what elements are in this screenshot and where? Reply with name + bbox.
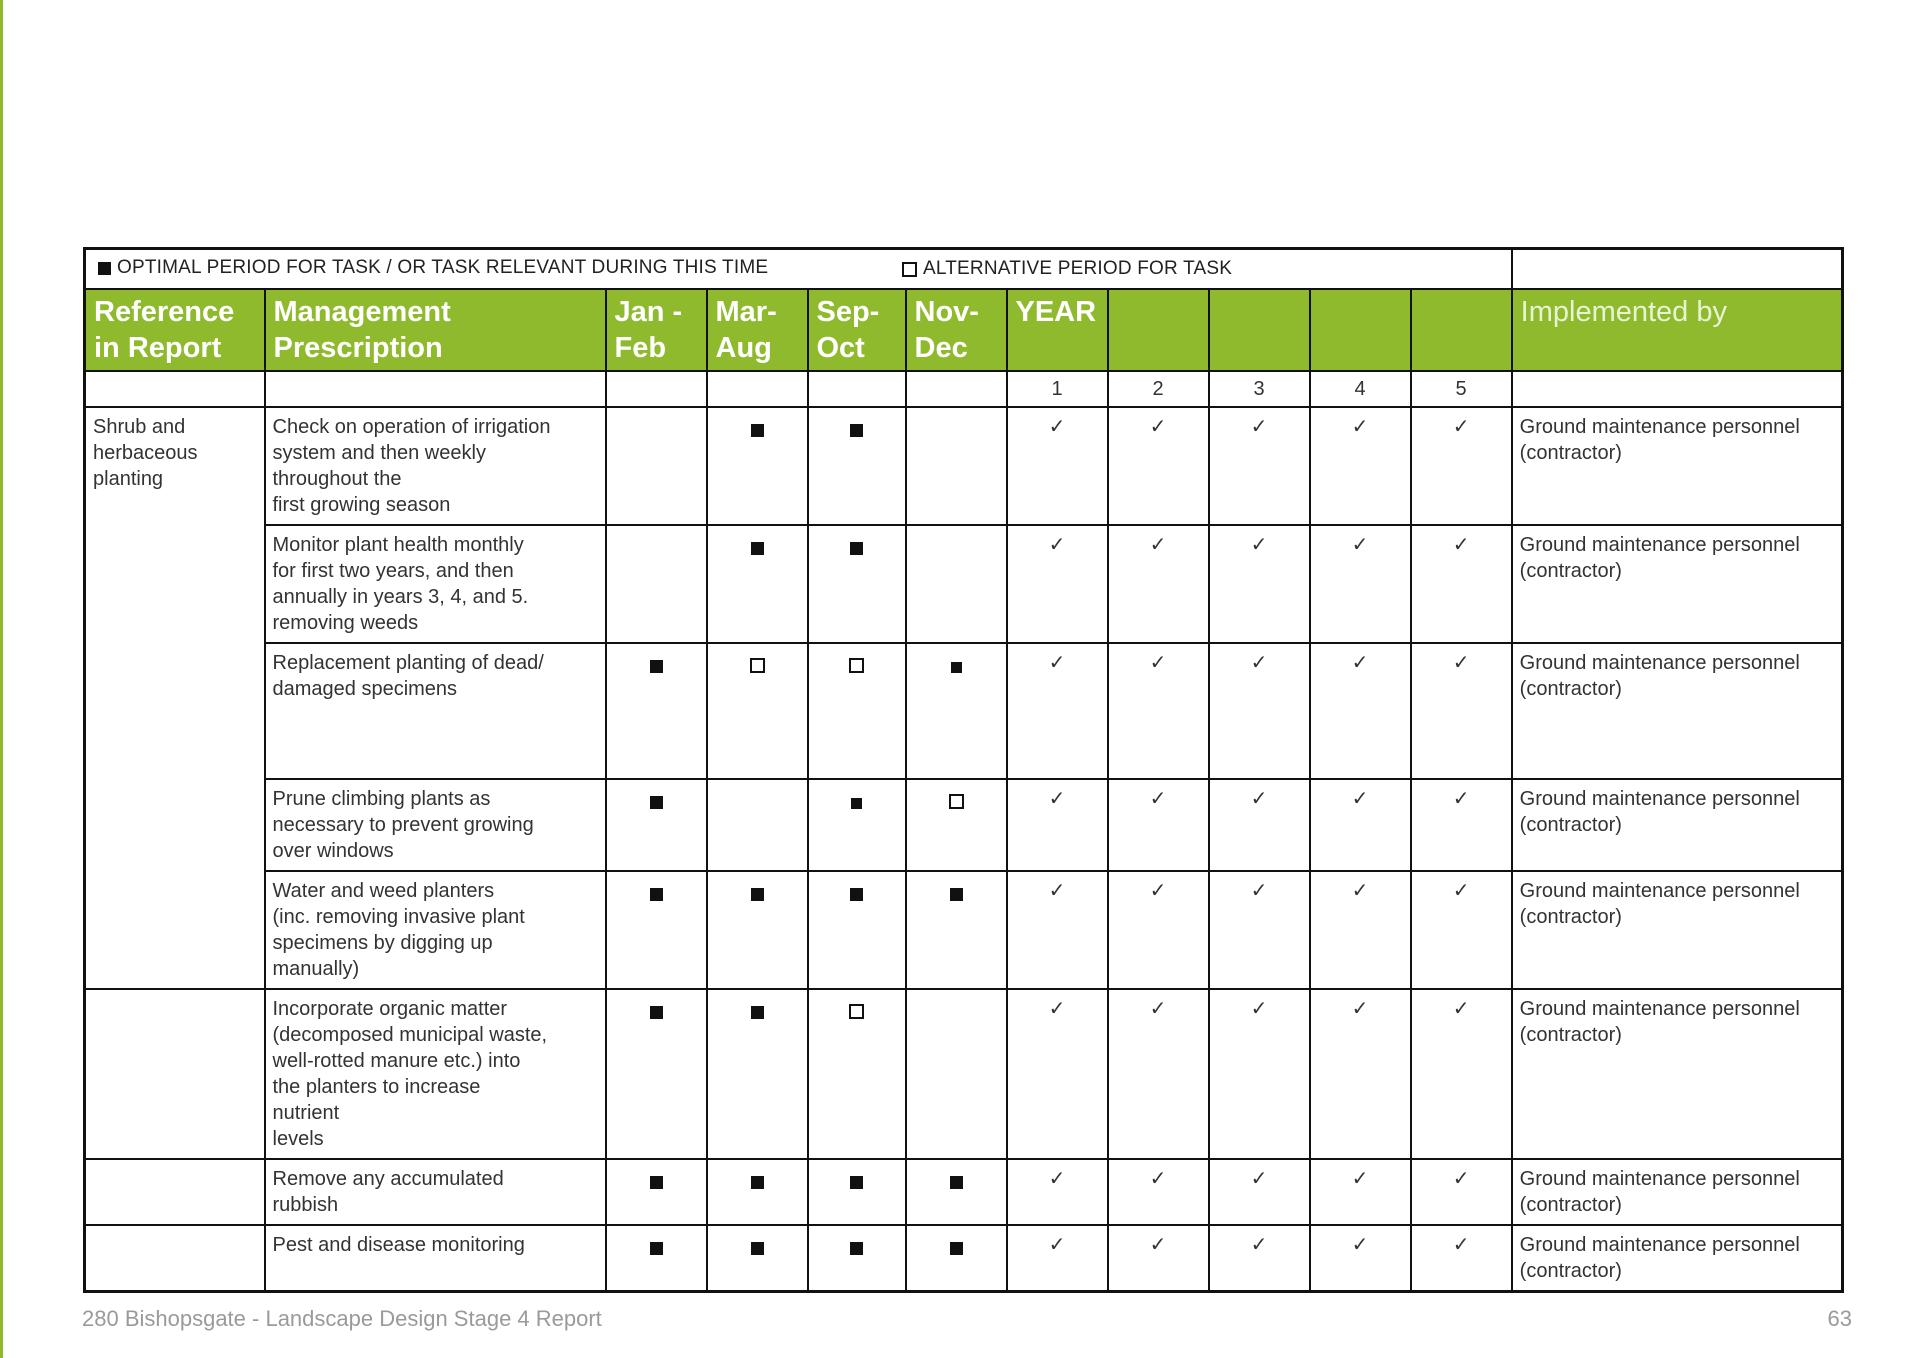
open-square-icon bbox=[849, 1004, 864, 1019]
checkmark-icon: ✓ bbox=[1351, 788, 1369, 810]
implemented-by-line: Ground maintenance personnel bbox=[1519, 880, 1800, 902]
prescription-line: manually) bbox=[272, 958, 360, 980]
period-cell bbox=[707, 407, 808, 525]
filled-square-icon bbox=[650, 796, 663, 809]
period-cell bbox=[606, 989, 707, 1159]
checkmark-icon: ✓ bbox=[1250, 416, 1268, 438]
implemented-by-cell bbox=[1512, 525, 1843, 643]
prescription-line: Water and weed planters bbox=[272, 880, 495, 902]
prescription-line: system and then weekly bbox=[272, 442, 486, 464]
checkmark-icon: ✓ bbox=[1250, 880, 1268, 902]
period-cell bbox=[707, 525, 808, 643]
year-number: 1 bbox=[1007, 371, 1108, 407]
reference-cell bbox=[85, 1159, 265, 1225]
year-check-cell bbox=[1108, 525, 1209, 643]
year-check-cell bbox=[1411, 1225, 1512, 1292]
period-cell bbox=[606, 1225, 707, 1292]
checkmark-icon: ✓ bbox=[1452, 534, 1470, 556]
header-jan-feb-line1: Jan - bbox=[614, 296, 683, 328]
year-check-cell bbox=[1310, 407, 1411, 525]
implemented-by-line: Ground maintenance personnel bbox=[1519, 788, 1800, 810]
implemented-by-line: (contractor) bbox=[1519, 442, 1622, 464]
header-sep-oct bbox=[808, 289, 906, 371]
period-cell bbox=[707, 871, 808, 989]
year-check-cell bbox=[1007, 779, 1108, 871]
implemented-by-line: Ground maintenance personnel bbox=[1519, 1168, 1800, 1190]
checkmark-icon: ✓ bbox=[1351, 1168, 1369, 1190]
year-check-cell bbox=[1310, 525, 1411, 643]
filled-square-icon bbox=[850, 888, 863, 901]
year-number: 2 bbox=[1108, 371, 1209, 407]
period-cell bbox=[808, 525, 906, 643]
checkmark-icon: ✓ bbox=[1250, 788, 1268, 810]
open-square-icon bbox=[750, 658, 765, 673]
prescription-line: damaged specimens bbox=[272, 678, 458, 700]
legend-cell bbox=[85, 249, 1512, 290]
header-reference-line1: Reference bbox=[94, 296, 235, 328]
implemented-by-line: Ground maintenance personnel bbox=[1519, 998, 1800, 1020]
checkmark-icon: ✓ bbox=[1048, 652, 1066, 674]
header-reference bbox=[85, 289, 265, 371]
reference-line: Shrub and bbox=[93, 416, 186, 438]
years-blank-cell bbox=[808, 371, 906, 407]
maintenance-schedule-table bbox=[83, 247, 1844, 1293]
filled-square-icon bbox=[650, 1006, 663, 1019]
filled-square-icon bbox=[650, 660, 663, 673]
implemented-by-line: (contractor) bbox=[1519, 1194, 1622, 1216]
prescription-cell bbox=[265, 779, 606, 871]
implemented-by-line: (contractor) bbox=[1519, 1260, 1622, 1282]
header-prescription bbox=[265, 289, 606, 371]
prescription-line: nutrient bbox=[272, 1102, 340, 1124]
implemented-by-line: (contractor) bbox=[1519, 1024, 1622, 1046]
prescription-line: Replacement planting of dead/ bbox=[272, 652, 544, 674]
prescription-line: well-rotted manure etc.) into bbox=[272, 1050, 521, 1072]
checkmark-icon: ✓ bbox=[1452, 1168, 1470, 1190]
checkmark-icon: ✓ bbox=[1351, 998, 1369, 1020]
year-check-cell bbox=[1411, 779, 1512, 871]
small-filled-square-icon bbox=[851, 798, 862, 809]
year-check-cell bbox=[1108, 1225, 1209, 1292]
implemented-by-cell bbox=[1512, 1159, 1843, 1225]
legend-optimal-label: OPTIMAL PERIOD FOR TASK / OR TASK RELEVANT DURING THIS TIME bbox=[117, 257, 769, 279]
checkmark-icon: ✓ bbox=[1149, 998, 1167, 1020]
year-check-cell bbox=[1209, 1225, 1310, 1292]
checkmark-icon: ✓ bbox=[1048, 880, 1066, 902]
header-year-blank bbox=[1108, 289, 1209, 371]
period-cell bbox=[707, 643, 808, 779]
checkmark-icon: ✓ bbox=[1351, 880, 1369, 902]
filled-square-icon bbox=[650, 1176, 663, 1189]
year-check-cell bbox=[1108, 779, 1209, 871]
year-check-cell bbox=[1310, 1225, 1411, 1292]
checkmark-icon: ✓ bbox=[1250, 1168, 1268, 1190]
task-row bbox=[85, 643, 1843, 779]
year-check-cell bbox=[1108, 407, 1209, 525]
year-check-cell bbox=[1411, 643, 1512, 779]
header-nov-dec-line1: Nov- bbox=[914, 296, 979, 328]
implemented-by-cell bbox=[1512, 989, 1843, 1159]
checkmark-icon: ✓ bbox=[1048, 998, 1066, 1020]
task-row bbox=[85, 525, 1843, 643]
year-check-cell bbox=[1007, 1159, 1108, 1225]
checkmark-icon: ✓ bbox=[1351, 652, 1369, 674]
reference-cell bbox=[85, 1225, 265, 1292]
year-check-cell bbox=[1310, 779, 1411, 871]
header-prescription-line1: Management bbox=[273, 296, 451, 328]
footer-page-number: 63 bbox=[1827, 1306, 1852, 1331]
checkmark-icon: ✓ bbox=[1452, 1234, 1470, 1256]
header-sep-oct-line2: Oct bbox=[816, 332, 865, 364]
period-cell bbox=[606, 525, 707, 643]
checkmark-icon: ✓ bbox=[1048, 1234, 1066, 1256]
prescription-line: specimens by digging up bbox=[272, 932, 493, 954]
period-cell bbox=[906, 989, 1007, 1159]
header-implemented-by: Implemented by bbox=[1512, 289, 1843, 371]
legend-row bbox=[85, 249, 1843, 290]
header-prescription-line2: Prescription bbox=[273, 332, 443, 364]
filled-square-icon bbox=[850, 1176, 863, 1189]
period-cell bbox=[606, 1159, 707, 1225]
year-check-cell bbox=[1310, 989, 1411, 1159]
period-cell bbox=[707, 779, 808, 871]
period-cell bbox=[808, 407, 906, 525]
year-check-cell bbox=[1209, 779, 1310, 871]
year-check-cell bbox=[1209, 643, 1310, 779]
year-check-cell bbox=[1007, 989, 1108, 1159]
years-blank-cell bbox=[707, 371, 808, 407]
prescription-cell bbox=[265, 407, 606, 525]
year-check-cell bbox=[1209, 1159, 1310, 1225]
year-check-cell bbox=[1108, 1159, 1209, 1225]
period-cell bbox=[808, 779, 906, 871]
prescription-line: for first two years, and then bbox=[272, 560, 514, 582]
year-check-cell bbox=[1007, 871, 1108, 989]
years-blank-cell bbox=[85, 371, 265, 407]
filled-square-icon bbox=[850, 1242, 863, 1255]
header-jan-feb bbox=[606, 289, 707, 371]
year-check-cell bbox=[1411, 407, 1512, 525]
filled-square-icon bbox=[98, 262, 111, 275]
prescription-line: Prune climbing plants as bbox=[272, 788, 491, 810]
year-check-cell bbox=[1310, 1159, 1411, 1225]
filled-square-icon bbox=[751, 1242, 764, 1255]
year-number: 3 bbox=[1209, 371, 1310, 407]
prescription-line: annually in years 3, 4, and 5. bbox=[272, 586, 529, 608]
period-cell bbox=[906, 871, 1007, 989]
filled-square-icon bbox=[751, 888, 764, 901]
open-square-icon bbox=[949, 794, 964, 809]
implemented-by-cell bbox=[1512, 871, 1843, 989]
checkmark-icon: ✓ bbox=[1149, 652, 1167, 674]
prescription-cell bbox=[265, 989, 606, 1159]
header-year-blank bbox=[1310, 289, 1411, 371]
checkmark-icon: ✓ bbox=[1048, 416, 1066, 438]
header-year-blank bbox=[1209, 289, 1310, 371]
year-check-cell bbox=[1007, 643, 1108, 779]
header-mar-aug-line2: Aug bbox=[715, 332, 772, 364]
prescription-line: Incorporate organic matter bbox=[272, 998, 508, 1020]
period-cell bbox=[906, 525, 1007, 643]
period-cell bbox=[707, 1225, 808, 1292]
period-cell bbox=[606, 871, 707, 989]
prescription-line: first growing season bbox=[272, 494, 451, 516]
header-mar-aug-line1: Mar- bbox=[715, 296, 777, 328]
year-check-cell bbox=[1108, 643, 1209, 779]
implemented-by-line: (contractor) bbox=[1519, 814, 1622, 836]
prescription-line: throughout the bbox=[272, 468, 402, 490]
period-cell bbox=[808, 871, 906, 989]
task-row bbox=[85, 1225, 1843, 1292]
prescription-cell bbox=[265, 643, 606, 779]
prescription-cell bbox=[265, 525, 606, 643]
year-check-cell bbox=[1209, 989, 1310, 1159]
period-cell bbox=[808, 1159, 906, 1225]
implemented-by-cell bbox=[1512, 779, 1843, 871]
legend-optimal bbox=[98, 257, 768, 279]
period-cell bbox=[906, 407, 1007, 525]
period-cell bbox=[808, 643, 906, 779]
task-row bbox=[85, 779, 1843, 871]
task-row bbox=[85, 871, 1843, 989]
prescription-line: levels bbox=[272, 1128, 324, 1150]
year-check-cell bbox=[1209, 871, 1310, 989]
checkmark-icon: ✓ bbox=[1149, 1234, 1167, 1256]
checkmark-icon: ✓ bbox=[1452, 652, 1470, 674]
open-square-icon bbox=[902, 262, 917, 277]
period-cell bbox=[707, 989, 808, 1159]
checkmark-icon: ✓ bbox=[1452, 788, 1470, 810]
prescription-line: Check on operation of irrigation bbox=[272, 416, 551, 438]
filled-square-icon bbox=[950, 1176, 963, 1189]
filled-square-icon bbox=[751, 424, 764, 437]
reference-cell bbox=[85, 407, 265, 989]
period-cell bbox=[606, 643, 707, 779]
header-mar-aug bbox=[707, 289, 808, 371]
legend-alternative bbox=[902, 258, 1232, 280]
checkmark-icon: ✓ bbox=[1048, 1168, 1066, 1190]
prescription-line: removing weeds bbox=[272, 612, 419, 634]
open-square-icon bbox=[849, 658, 864, 673]
year-check-cell bbox=[1411, 989, 1512, 1159]
checkmark-icon: ✓ bbox=[1452, 880, 1470, 902]
prescription-line: Pest and disease monitoring bbox=[272, 1234, 525, 1256]
implemented-by-line: Ground maintenance personnel bbox=[1519, 1234, 1800, 1256]
task-row bbox=[85, 1159, 1843, 1225]
prescription-cell bbox=[265, 1159, 606, 1225]
period-cell bbox=[906, 1225, 1007, 1292]
years-blank-cell bbox=[606, 371, 707, 407]
task-row bbox=[85, 989, 1843, 1159]
year-check-cell bbox=[1310, 643, 1411, 779]
filled-square-icon bbox=[751, 1176, 764, 1189]
footer-document-title: 280 Bishopsgate - Landscape Design Stage 4 Report bbox=[82, 1306, 602, 1331]
year-check-cell bbox=[1411, 871, 1512, 989]
reference-line: planting bbox=[93, 468, 164, 490]
checkmark-icon: ✓ bbox=[1250, 534, 1268, 556]
prescription-line: (decomposed municipal waste, bbox=[272, 1024, 548, 1046]
reference-line: herbaceous bbox=[93, 442, 198, 464]
prescription-cell bbox=[265, 871, 606, 989]
checkmark-icon: ✓ bbox=[1250, 652, 1268, 674]
checkmark-icon: ✓ bbox=[1149, 1168, 1167, 1190]
year-check-cell bbox=[1007, 1225, 1108, 1292]
period-cell bbox=[906, 643, 1007, 779]
period-cell bbox=[606, 779, 707, 871]
filled-square-icon bbox=[650, 1242, 663, 1255]
year-check-cell bbox=[1411, 1159, 1512, 1225]
checkmark-icon: ✓ bbox=[1452, 998, 1470, 1020]
year-number: 4 bbox=[1310, 371, 1411, 407]
filled-square-icon bbox=[751, 542, 764, 555]
checkmark-icon: ✓ bbox=[1149, 788, 1167, 810]
checkmark-icon: ✓ bbox=[1351, 1234, 1369, 1256]
implemented-by-line: (contractor) bbox=[1519, 678, 1622, 700]
checkmark-icon: ✓ bbox=[1149, 416, 1167, 438]
years-row bbox=[85, 371, 1843, 407]
header-reference-line2: in Report bbox=[94, 332, 222, 364]
checkmark-icon: ✓ bbox=[1351, 534, 1369, 556]
checkmark-icon: ✓ bbox=[1149, 880, 1167, 902]
header-year-blank bbox=[1411, 289, 1512, 371]
prescription-line: the planters to increase bbox=[272, 1076, 481, 1098]
checkmark-icon: ✓ bbox=[1250, 1234, 1268, 1256]
checkmark-icon: ✓ bbox=[1452, 416, 1470, 438]
prescription-line: Remove any accumulated bbox=[272, 1168, 504, 1190]
checkmark-icon: ✓ bbox=[1048, 534, 1066, 556]
header-jan-feb-line2: Feb bbox=[614, 332, 667, 364]
implemented-by-cell bbox=[1512, 643, 1843, 779]
year-check-cell bbox=[1209, 525, 1310, 643]
header-sep-oct-line1: Sep- bbox=[816, 296, 880, 328]
prescription-line: Monitor plant health monthly bbox=[272, 534, 524, 556]
legend-alternative-label: ALTERNATIVE PERIOD FOR TASK bbox=[923, 258, 1233, 279]
task-row bbox=[85, 407, 1843, 525]
period-cell bbox=[906, 779, 1007, 871]
year-check-cell bbox=[1310, 871, 1411, 989]
checkmark-icon: ✓ bbox=[1048, 788, 1066, 810]
filled-square-icon bbox=[850, 542, 863, 555]
filled-square-icon bbox=[850, 424, 863, 437]
years-blank-cell bbox=[1512, 371, 1843, 407]
header-year: YEAR bbox=[1007, 289, 1108, 371]
implemented-by-line: Ground maintenance personnel bbox=[1519, 416, 1800, 438]
prescription-line: (inc. removing invasive plant bbox=[272, 906, 525, 928]
header-nov-dec bbox=[906, 289, 1007, 371]
filled-square-icon bbox=[950, 888, 963, 901]
years-blank-cell bbox=[265, 371, 606, 407]
years-blank-cell bbox=[906, 371, 1007, 407]
small-filled-square-icon bbox=[951, 662, 962, 673]
implemented-by-cell bbox=[1512, 407, 1843, 525]
prescription-line: rubbish bbox=[272, 1194, 339, 1216]
prescription-cell bbox=[265, 1225, 606, 1292]
year-check-cell bbox=[1108, 871, 1209, 989]
header-nov-dec-line2: Dec bbox=[914, 332, 968, 364]
period-cell bbox=[707, 1159, 808, 1225]
checkmark-icon: ✓ bbox=[1250, 998, 1268, 1020]
year-number: 5 bbox=[1411, 371, 1512, 407]
filled-square-icon bbox=[751, 1006, 764, 1019]
filled-square-icon bbox=[950, 1242, 963, 1255]
implemented-by-line: Ground maintenance personnel bbox=[1519, 534, 1800, 556]
period-cell bbox=[906, 1159, 1007, 1225]
period-cell bbox=[808, 1225, 906, 1292]
year-check-cell bbox=[1108, 989, 1209, 1159]
year-check-cell bbox=[1411, 525, 1512, 643]
year-check-cell bbox=[1209, 407, 1310, 525]
prescription-line: over windows bbox=[272, 840, 394, 862]
header-row bbox=[85, 289, 1843, 371]
implemented-by-line: Ground maintenance personnel bbox=[1519, 652, 1800, 674]
prescription-line: necessary to prevent growing bbox=[272, 814, 534, 836]
period-cell bbox=[606, 407, 707, 525]
reference-cell bbox=[85, 989, 265, 1159]
year-check-cell bbox=[1007, 407, 1108, 525]
implemented-by-cell bbox=[1512, 1225, 1843, 1292]
period-cell bbox=[808, 989, 906, 1159]
page-accent-rule bbox=[0, 0, 3, 1358]
checkmark-icon: ✓ bbox=[1149, 534, 1167, 556]
checkmark-icon: ✓ bbox=[1351, 416, 1369, 438]
year-check-cell bbox=[1007, 525, 1108, 643]
filled-square-icon bbox=[650, 888, 663, 901]
legend-blank-cell bbox=[1512, 249, 1843, 290]
implemented-by-line: (contractor) bbox=[1519, 906, 1622, 928]
implemented-by-line: (contractor) bbox=[1519, 560, 1622, 582]
